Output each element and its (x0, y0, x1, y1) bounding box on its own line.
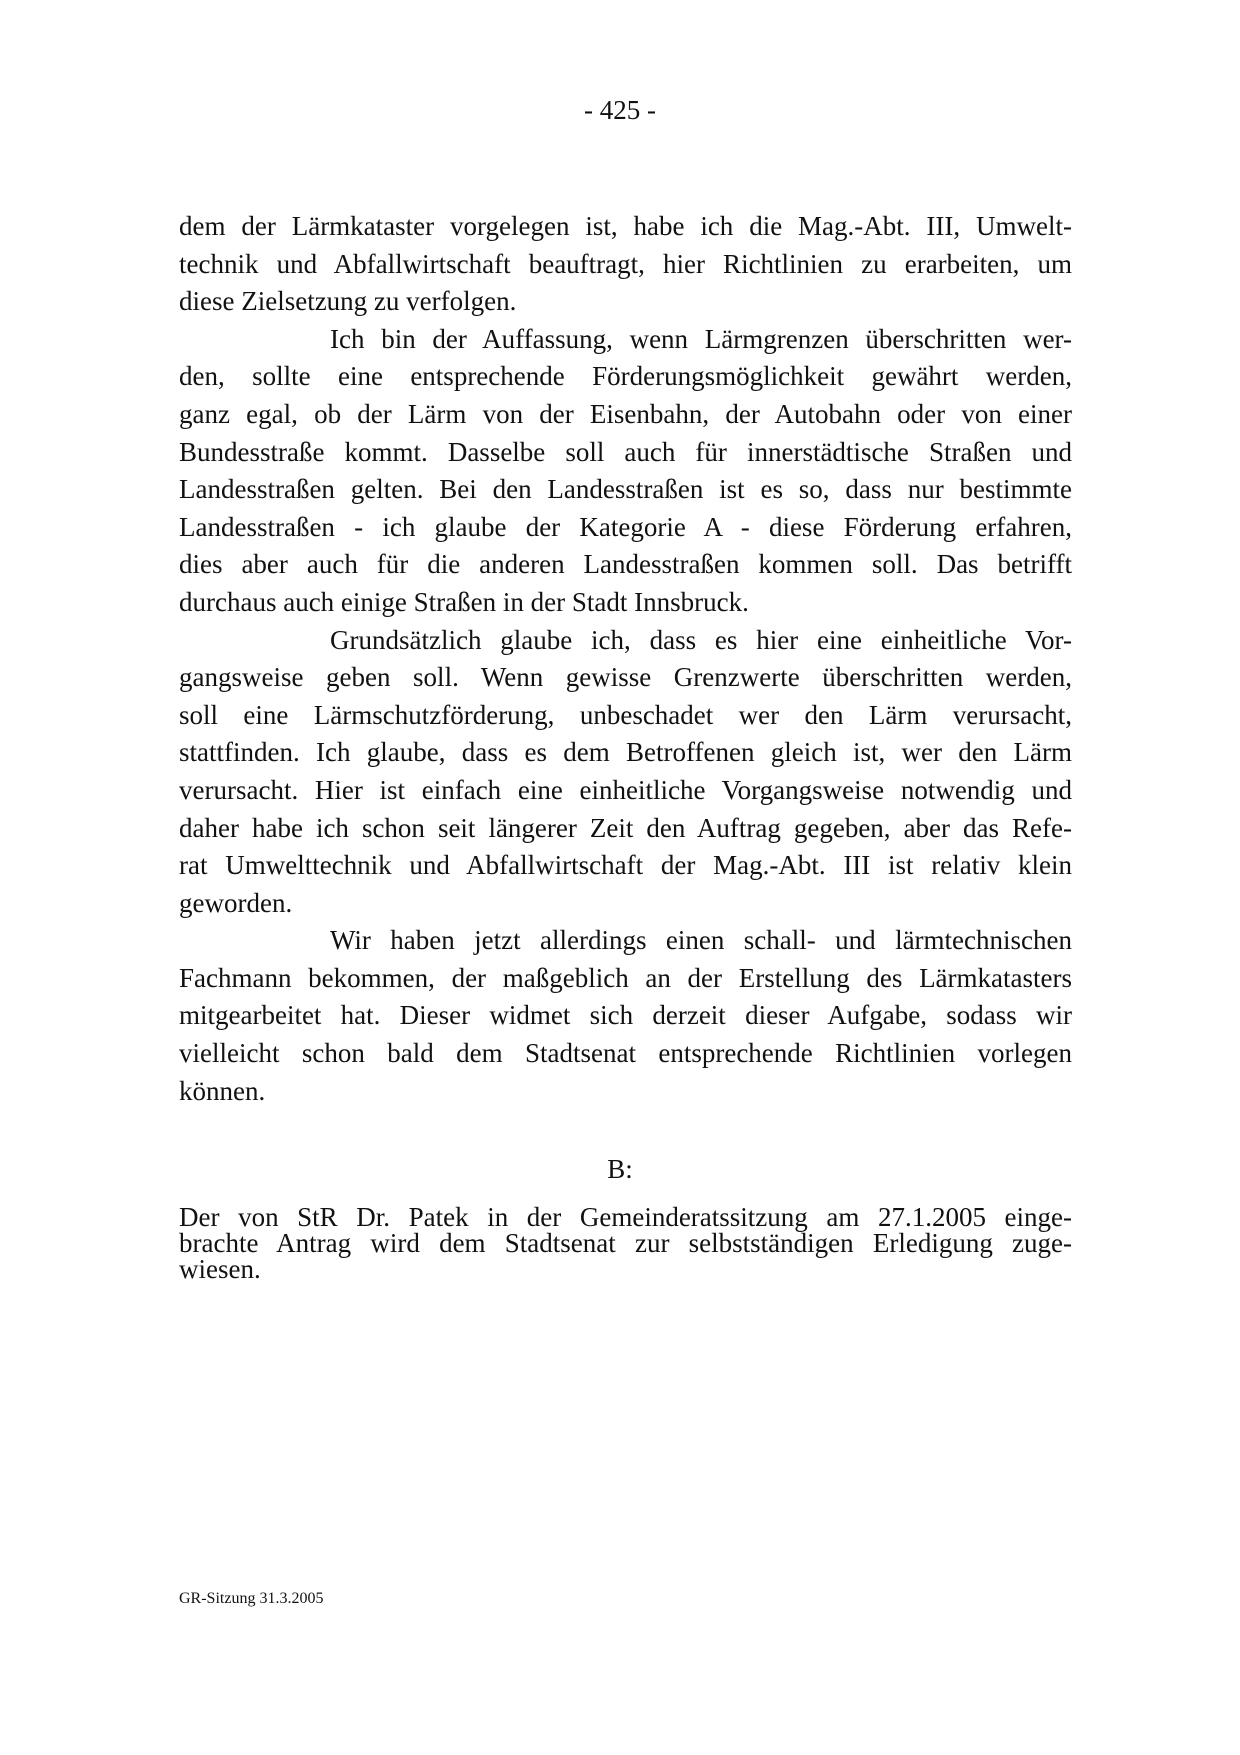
text-line: Landesstraßen gelten. Bei den Landesstraßen ist es so, dass nur bestimmte (179, 474, 1072, 505)
text-line: brachte Antrag wird dem Stadtsenat zur selbstständigen Erledigung zuge- (179, 1228, 1072, 1258)
text-line: Ich bin der Auffassung, wenn Lärmgrenzen überschritten wer- (330, 323, 1072, 354)
text-line: stattfinden. Ich glaube, dass es dem Betroffenen gleich ist, wer den Lärm (179, 737, 1072, 768)
text-line: Bundesstraße kommt. Dasselbe soll auch für innerstädtische Straßen und (179, 436, 1072, 467)
text-line: ganz egal, ob der Lärm von der Eisenbahn, der Autobahn oder von einer (179, 398, 1072, 429)
footer-session-date: GR-Sitzung 31.3.2005 (179, 1590, 324, 1607)
text-line: daher habe ich schon seit längerer Zeit den Auftrag gegeben, aber das Refe- (179, 812, 1072, 843)
text-line: diese Zielsetzung zu verfolgen. (179, 286, 517, 317)
text-line: Wir haben jetzt allerdings einen schall- und lärmtechnischen (330, 925, 1072, 956)
text-line: durchaus auch einige Straßen in der Stadt Innsbruck. (179, 586, 749, 617)
text-line: geworden. (179, 887, 293, 918)
paragraph-3 (179, 622, 1072, 923)
decision-text (179, 1204, 1072, 1282)
body-text (179, 208, 1072, 1110)
text-line: wiesen. (179, 1254, 261, 1284)
paragraph-1 (179, 208, 1072, 321)
text-line: Der von StR Dr. Patek in der Gemeinderatssitzung am 27.1.2005 einge- (179, 1202, 1072, 1232)
text-line: Fachmann bekommen, der maßgeblich an der Erstellung des Lärmkatasters (179, 962, 1072, 993)
paragraph-2 (179, 321, 1072, 622)
page-number: - 425 - (584, 95, 656, 125)
text-line: den, sollte eine entsprechende Förderungsmöglichkeit gewährt werden, (179, 361, 1072, 392)
text-line: dies aber auch für die anderen Landesstraßen kommen soll. Das betrifft (179, 549, 1072, 580)
decision-heading: B: (607, 1154, 633, 1184)
paragraph-4 (179, 922, 1072, 1110)
text-line: gangsweise geben soll. Wenn gewisse Grenzwerte überschritten werden, (179, 662, 1072, 693)
text-line: Landesstraßen - ich glaube der Kategorie A - diese Förderung erfahren, (179, 511, 1072, 542)
text-line: Grundsätzlich glaube ich, dass es hier eine einheitliche Vor- (330, 624, 1072, 655)
text-line: rat Umwelttechnik und Abfallwirtschaft der Mag.-Abt. III ist relativ klein (179, 850, 1072, 881)
text-line: vielleicht schon bald dem Stadtsenat entsprechende Richtlinien vorlegen (179, 1038, 1072, 1069)
text-line: dem der Lärmkataster vorgelegen ist, habe ich die Mag.-Abt. III, Umwelt- (179, 211, 1072, 241)
text-line: verursacht. Hier ist einfach eine einheitliche Vorgangsweise notwendig und (179, 774, 1072, 805)
text-line: technik und Abfallwirtschaft beauftragt, hier Richtlinien zu erarbeiten, um (179, 248, 1072, 279)
text-line: soll eine Lärmschutzförderung, unbeschadet wer den Lärm verursacht, (179, 699, 1072, 730)
text-line: mitgearbeitet hat. Dieser widmet sich derzeit dieser Aufgabe, sodass wir (179, 1000, 1072, 1031)
text-line: können. (179, 1075, 266, 1106)
